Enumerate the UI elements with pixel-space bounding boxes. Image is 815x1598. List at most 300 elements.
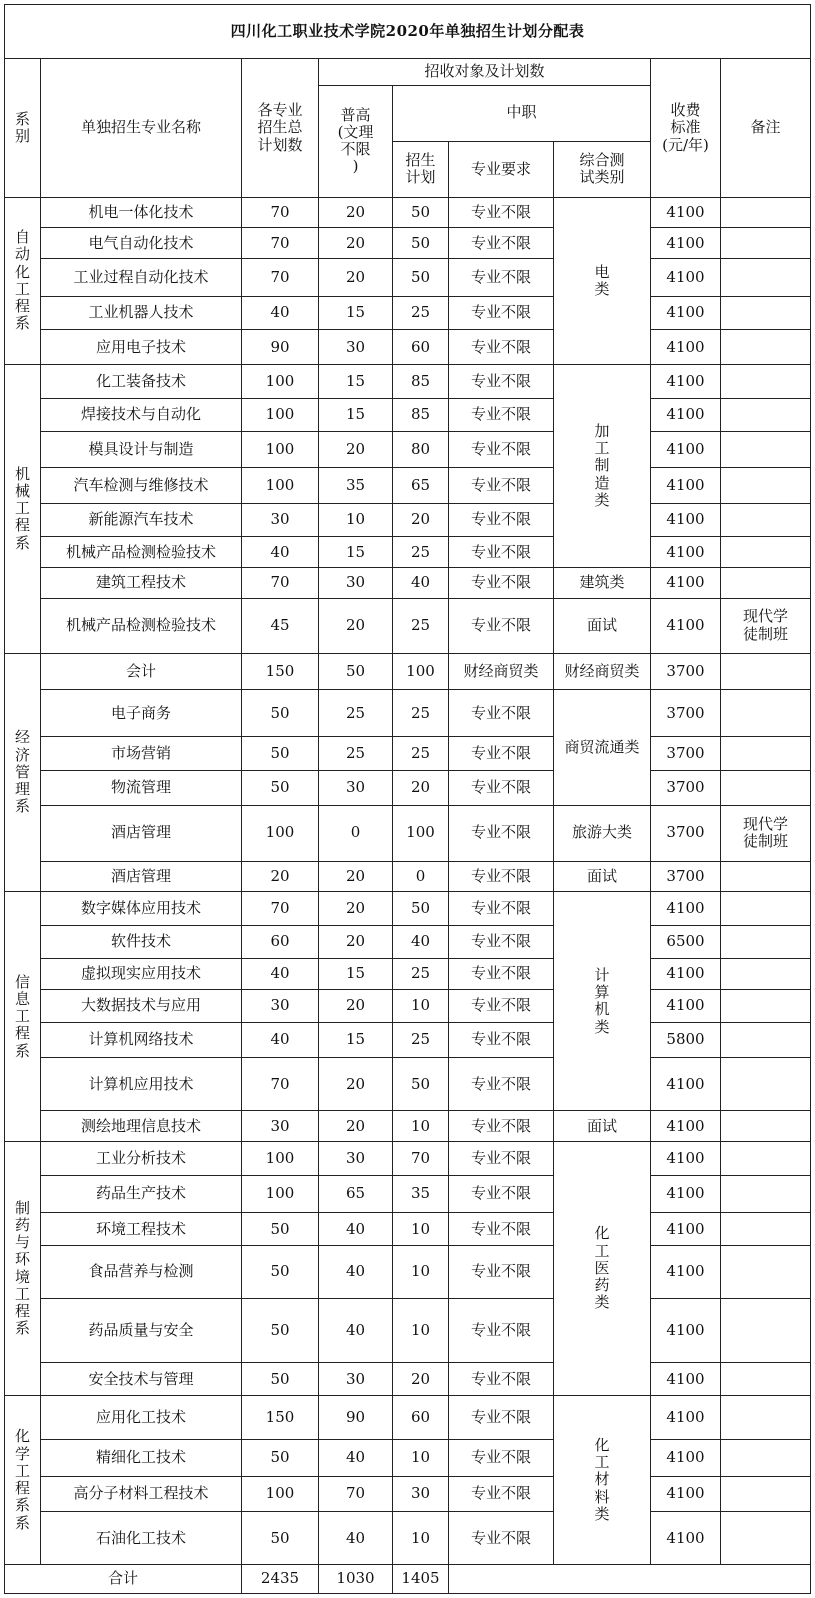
major-name-cell: 石油化工技术 <box>41 1512 242 1565</box>
header-note: 备注 <box>721 59 811 198</box>
total-plan-cell: 50 <box>242 770 319 805</box>
note-cell <box>721 1022 811 1058</box>
note-cell <box>721 1299 811 1363</box>
general-plan-cell: 70 <box>319 1476 393 1512</box>
major-requirement-cell: 专业不限 <box>449 1142 554 1176</box>
totals-total-cell: 2435 <box>242 1565 319 1594</box>
general-plan-cell: 20 <box>319 228 393 259</box>
total-plan-cell: 40 <box>242 537 319 568</box>
note-cell <box>721 1111 811 1142</box>
major-name-cell: 物流管理 <box>41 770 242 805</box>
header-general: 普高 (文理 不限 ) <box>319 85 393 197</box>
total-plan-cell: 60 <box>242 925 319 958</box>
test-category-cell: 加 工 制 造 类 <box>554 365 651 568</box>
major-requirement-cell: 专业不限 <box>449 432 554 468</box>
test-category-cell: 面试 <box>554 861 651 892</box>
fee-cell: 3700 <box>651 737 721 771</box>
total-plan-cell: 100 <box>242 432 319 468</box>
test-category-cell: 旅游大类 <box>554 805 651 861</box>
major-name-cell: 工业分析技术 <box>41 1142 242 1176</box>
general-plan-cell: 15 <box>319 958 393 990</box>
major-name-cell: 测绘地理信息技术 <box>41 1111 242 1142</box>
major-requirement-cell: 专业不限 <box>449 1476 554 1512</box>
note-cell <box>721 365 811 399</box>
major-requirement-cell: 专业不限 <box>449 503 554 537</box>
note-cell <box>721 197 811 228</box>
general-plan-cell: 20 <box>319 197 393 228</box>
total-plan-cell: 50 <box>242 1246 319 1299</box>
table-row <box>5 892 811 926</box>
major-name-cell: 工业过程自动化技术 <box>41 258 242 296</box>
totals-label: 合计 <box>5 1565 242 1594</box>
fee-cell: 4100 <box>651 1246 721 1299</box>
major-name-cell: 新能源汽车技术 <box>41 503 242 537</box>
vocational-plan-cell: 100 <box>393 653 449 690</box>
vocational-plan-cell: 10 <box>393 990 449 1023</box>
fee-cell: 4100 <box>651 1111 721 1142</box>
table-row <box>5 432 811 468</box>
major-name-cell: 汽车检测与维修技术 <box>41 468 242 504</box>
table-row <box>5 690 811 737</box>
vocational-plan-cell: 10 <box>393 1111 449 1142</box>
note-cell: 现代学 徒制班 <box>721 805 811 861</box>
dept-name-cell: 化 学 工 程 系 系 <box>5 1395 41 1564</box>
fee-cell: 4100 <box>651 1512 721 1565</box>
general-plan-cell: 20 <box>319 1111 393 1142</box>
general-plan-cell: 20 <box>319 892 393 926</box>
major-requirement-cell: 专业不限 <box>449 1246 554 1299</box>
general-plan-cell: 40 <box>319 1213 393 1246</box>
general-plan-cell: 15 <box>319 537 393 568</box>
major-name-cell: 应用电子技术 <box>41 330 242 365</box>
fee-cell: 4100 <box>651 567 721 598</box>
note-cell <box>721 1363 811 1396</box>
test-category-cell: 化 工 医 药 类 <box>554 1142 651 1396</box>
general-plan-cell: 20 <box>319 258 393 296</box>
vocational-plan-cell: 40 <box>393 567 449 598</box>
total-plan-cell: 70 <box>242 258 319 296</box>
fee-cell: 4100 <box>651 432 721 468</box>
major-requirement-cell: 专业不限 <box>449 1439 554 1476</box>
fee-cell: 4100 <box>651 1142 721 1176</box>
table-row <box>5 1299 811 1363</box>
fee-cell: 4100 <box>651 197 721 228</box>
total-plan-cell: 50 <box>242 1512 319 1565</box>
major-requirement-cell: 专业不限 <box>449 690 554 737</box>
total-plan-cell: 100 <box>242 398 319 432</box>
table-row <box>5 258 811 296</box>
table-row <box>5 861 811 892</box>
totals-empty-cell <box>449 1565 811 1594</box>
dept-name-cell: 信 息 工 程 系 <box>5 892 41 1142</box>
table-row <box>5 503 811 537</box>
vocational-plan-cell: 100 <box>393 805 449 861</box>
major-requirement-cell: 专业不限 <box>449 892 554 926</box>
fee-cell: 3700 <box>651 861 721 892</box>
fee-cell: 3700 <box>651 653 721 690</box>
fee-cell: 3700 <box>651 770 721 805</box>
totals-vocational-cell: 1405 <box>393 1565 449 1594</box>
note-cell <box>721 296 811 330</box>
total-plan-cell: 40 <box>242 1022 319 1058</box>
note-cell <box>721 925 811 958</box>
total-plan-cell: 40 <box>242 958 319 990</box>
vocational-plan-cell: 70 <box>393 1142 449 1176</box>
vocational-plan-cell: 25 <box>393 958 449 990</box>
dept-name-cell: 自 动 化 工 程 系 <box>5 197 41 364</box>
table-row <box>5 1439 811 1476</box>
general-plan-cell: 40 <box>319 1512 393 1565</box>
total-plan-cell: 100 <box>242 1476 319 1512</box>
note-cell <box>721 1476 811 1512</box>
major-name-cell: 软件技术 <box>41 925 242 958</box>
page-title: 四川化工职业技术学院2020年单独招生计划分配表 <box>5 5 811 59</box>
fee-cell: 4100 <box>651 468 721 504</box>
major-requirement-cell: 专业不限 <box>449 228 554 259</box>
header-group: 招收对象及计划数 <box>319 59 651 86</box>
major-requirement-cell: 专业不限 <box>449 330 554 365</box>
dept-name-cell: 机 械 工 程 系 <box>5 365 41 654</box>
table-row <box>5 1058 811 1111</box>
table-row <box>5 770 811 805</box>
test-category-cell: 电 类 <box>554 197 651 364</box>
header-total: 各专业 招生总 计划数 <box>242 59 319 198</box>
total-plan-cell: 30 <box>242 503 319 537</box>
general-plan-cell: 0 <box>319 805 393 861</box>
table-row <box>5 330 811 365</box>
major-requirement-cell: 专业不限 <box>449 1058 554 1111</box>
major-requirement-cell: 专业不限 <box>449 1022 554 1058</box>
header-major: 单独招生专业名称 <box>41 59 242 198</box>
note-cell <box>721 432 811 468</box>
total-plan-cell: 50 <box>242 690 319 737</box>
note-cell <box>721 737 811 771</box>
general-plan-cell: 30 <box>319 770 393 805</box>
general-plan-cell: 90 <box>319 1395 393 1439</box>
fee-cell: 4100 <box>651 503 721 537</box>
note-cell <box>721 537 811 568</box>
major-name-cell: 会计 <box>41 653 242 690</box>
total-plan-cell: 100 <box>242 1142 319 1176</box>
major-name-cell: 安全技术与管理 <box>41 1363 242 1396</box>
major-requirement-cell: 专业不限 <box>449 1299 554 1363</box>
table-row <box>5 1363 811 1396</box>
table-row <box>5 1213 811 1246</box>
vocational-plan-cell: 20 <box>393 1363 449 1396</box>
major-name-cell: 食品营养与检测 <box>41 1246 242 1299</box>
major-name-cell: 酒店管理 <box>41 805 242 861</box>
general-plan-cell: 20 <box>319 598 393 653</box>
fee-cell: 4100 <box>651 1476 721 1512</box>
fee-cell: 4100 <box>651 296 721 330</box>
table-row <box>5 398 811 432</box>
vocational-plan-cell: 0 <box>393 861 449 892</box>
vocational-plan-cell: 85 <box>393 398 449 432</box>
major-requirement-cell: 财经商贸类 <box>449 653 554 690</box>
general-plan-cell: 40 <box>319 1439 393 1476</box>
fee-cell: 4100 <box>651 1175 721 1213</box>
vocational-plan-cell: 85 <box>393 365 449 399</box>
major-name-cell: 药品生产技术 <box>41 1175 242 1213</box>
dept-name-cell: 经 济 管 理 系 <box>5 653 41 892</box>
major-name-cell: 建筑工程技术 <box>41 567 242 598</box>
note-cell <box>721 398 811 432</box>
total-plan-cell: 90 <box>242 330 319 365</box>
major-requirement-cell: 专业不限 <box>449 598 554 653</box>
major-requirement-cell: 专业不限 <box>449 1395 554 1439</box>
fee-cell: 4100 <box>651 990 721 1023</box>
total-plan-cell: 40 <box>242 296 319 330</box>
general-plan-cell: 35 <box>319 468 393 504</box>
test-category-cell: 面试 <box>554 598 651 653</box>
major-requirement-cell: 专业不限 <box>449 258 554 296</box>
fee-cell: 4100 <box>651 598 721 653</box>
table-row <box>5 958 811 990</box>
vocational-plan-cell: 25 <box>393 296 449 330</box>
major-name-cell: 电气自动化技术 <box>41 228 242 259</box>
table-row <box>5 598 811 653</box>
table-row <box>5 1395 811 1439</box>
major-requirement-cell: 专业不限 <box>449 296 554 330</box>
major-name-cell: 精细化工技术 <box>41 1439 242 1476</box>
note-cell <box>721 861 811 892</box>
vocational-plan-cell: 80 <box>393 432 449 468</box>
major-name-cell: 市场营销 <box>41 737 242 771</box>
total-plan-cell: 30 <box>242 1111 319 1142</box>
table-row <box>5 537 811 568</box>
note-cell <box>721 330 811 365</box>
general-plan-cell: 25 <box>319 690 393 737</box>
general-plan-cell: 15 <box>319 398 393 432</box>
note-cell <box>721 1246 811 1299</box>
fee-cell: 3700 <box>651 690 721 737</box>
general-plan-cell: 30 <box>319 1142 393 1176</box>
totals-row <box>5 1565 811 1594</box>
vocational-plan-cell: 50 <box>393 258 449 296</box>
fee-cell: 4100 <box>651 228 721 259</box>
major-requirement-cell: 专业不限 <box>449 1175 554 1213</box>
total-plan-cell: 50 <box>242 1299 319 1363</box>
table-row <box>5 1512 811 1565</box>
header-voc-plan: 招生 计划 <box>393 141 449 197</box>
table-row <box>5 653 811 690</box>
total-plan-cell: 20 <box>242 861 319 892</box>
fee-cell: 4100 <box>651 1299 721 1363</box>
major-name-cell: 高分子材料工程技术 <box>41 1476 242 1512</box>
vocational-plan-cell: 35 <box>393 1175 449 1213</box>
vocational-plan-cell: 10 <box>393 1512 449 1565</box>
fee-cell: 4100 <box>651 537 721 568</box>
fee-cell: 4100 <box>651 330 721 365</box>
test-category-cell: 计 算 机 类 <box>554 892 651 1111</box>
note-cell <box>721 258 811 296</box>
total-plan-cell: 70 <box>242 197 319 228</box>
major-name-cell: 虚拟现实应用技术 <box>41 958 242 990</box>
note-cell <box>721 1175 811 1213</box>
vocational-plan-cell: 25 <box>393 1022 449 1058</box>
general-plan-cell: 30 <box>319 1363 393 1396</box>
note-cell <box>721 1439 811 1476</box>
major-name-cell: 焊接技术与自动化 <box>41 398 242 432</box>
total-plan-cell: 100 <box>242 1175 319 1213</box>
general-plan-cell: 40 <box>319 1246 393 1299</box>
vocational-plan-cell: 40 <box>393 925 449 958</box>
total-plan-cell: 70 <box>242 567 319 598</box>
fee-cell: 4100 <box>651 1439 721 1476</box>
vocational-plan-cell: 65 <box>393 468 449 504</box>
vocational-plan-cell: 10 <box>393 1439 449 1476</box>
totals-general-cell: 1030 <box>319 1565 393 1594</box>
major-requirement-cell: 专业不限 <box>449 925 554 958</box>
total-plan-cell: 30 <box>242 990 319 1023</box>
major-requirement-cell: 专业不限 <box>449 537 554 568</box>
general-plan-cell: 15 <box>319 365 393 399</box>
general-plan-cell: 20 <box>319 861 393 892</box>
table-row <box>5 1111 811 1142</box>
major-name-cell: 大数据技术与应用 <box>41 990 242 1023</box>
total-plan-cell: 50 <box>242 1439 319 1476</box>
major-name-cell: 数字媒体应用技术 <box>41 892 242 926</box>
general-plan-cell: 15 <box>319 296 393 330</box>
major-requirement-cell: 专业不限 <box>449 567 554 598</box>
header-voc-req: 专业要求 <box>449 141 554 197</box>
table-row <box>5 296 811 330</box>
header-vocational: 中职 <box>393 85 651 141</box>
test-category-cell: 建筑类 <box>554 567 651 598</box>
total-plan-cell: 50 <box>242 1363 319 1396</box>
note-cell <box>721 1058 811 1111</box>
general-plan-cell: 30 <box>319 567 393 598</box>
vocational-plan-cell: 25 <box>393 737 449 771</box>
total-plan-cell: 45 <box>242 598 319 653</box>
test-category-cell: 财经商贸类 <box>554 653 651 690</box>
vocational-plan-cell: 25 <box>393 598 449 653</box>
vocational-plan-cell: 20 <box>393 503 449 537</box>
note-cell <box>721 690 811 737</box>
table-row <box>5 1022 811 1058</box>
general-plan-cell: 65 <box>319 1175 393 1213</box>
major-requirement-cell: 专业不限 <box>449 1363 554 1396</box>
major-name-cell: 应用化工技术 <box>41 1395 242 1439</box>
total-plan-cell: 100 <box>242 805 319 861</box>
major-name-cell: 模具设计与制造 <box>41 432 242 468</box>
fee-cell: 4100 <box>651 958 721 990</box>
general-plan-cell: 20 <box>319 432 393 468</box>
total-plan-cell: 50 <box>242 1213 319 1246</box>
general-plan-cell: 40 <box>319 1299 393 1363</box>
note-cell <box>721 468 811 504</box>
vocational-plan-cell: 20 <box>393 770 449 805</box>
table-row <box>5 925 811 958</box>
fee-cell: 5800 <box>651 1022 721 1058</box>
table-row <box>5 197 811 228</box>
general-plan-cell: 10 <box>319 503 393 537</box>
fee-cell: 4100 <box>651 398 721 432</box>
table-row <box>5 1246 811 1299</box>
total-plan-cell: 150 <box>242 1395 319 1439</box>
vocational-plan-cell: 10 <box>393 1246 449 1299</box>
table-body <box>5 5 811 1594</box>
table-row <box>5 990 811 1023</box>
general-plan-cell: 30 <box>319 330 393 365</box>
major-requirement-cell: 专业不限 <box>449 365 554 399</box>
header-voc-cat: 综合测 试类别 <box>554 141 651 197</box>
fee-cell: 3700 <box>651 805 721 861</box>
fee-cell: 4100 <box>651 1395 721 1439</box>
total-plan-cell: 70 <box>242 1058 319 1111</box>
note-cell <box>721 892 811 926</box>
table-row <box>5 1142 811 1176</box>
major-name-cell: 计算机网络技术 <box>41 1022 242 1058</box>
major-name-cell: 工业机器人技术 <box>41 296 242 330</box>
table-row <box>5 228 811 259</box>
vocational-plan-cell: 25 <box>393 690 449 737</box>
major-requirement-cell: 专业不限 <box>449 990 554 1023</box>
table-row <box>5 1476 811 1512</box>
note-cell <box>721 990 811 1023</box>
total-plan-cell: 150 <box>242 653 319 690</box>
test-category-cell: 商贸流通类 <box>554 690 651 805</box>
general-plan-cell: 15 <box>319 1022 393 1058</box>
table-row <box>5 468 811 504</box>
general-plan-cell: 20 <box>319 990 393 1023</box>
fee-cell: 6500 <box>651 925 721 958</box>
fee-cell: 4100 <box>651 1363 721 1396</box>
table-row <box>5 737 811 771</box>
header-dept: 系 别 <box>5 59 41 198</box>
note-cell <box>721 1142 811 1176</box>
table-row <box>5 805 811 861</box>
general-plan-cell: 20 <box>319 925 393 958</box>
vocational-plan-cell: 50 <box>393 1058 449 1111</box>
note-cell: 现代学 徒制班 <box>721 598 811 653</box>
note-cell <box>721 770 811 805</box>
major-requirement-cell: 专业不限 <box>449 1213 554 1246</box>
major-requirement-cell: 专业不限 <box>449 770 554 805</box>
major-name-cell: 计算机应用技术 <box>41 1058 242 1111</box>
table-row <box>5 1175 811 1213</box>
major-name-cell: 环境工程技术 <box>41 1213 242 1246</box>
dept-name-cell: 制 药 与 环 境 工 程 系 <box>5 1142 41 1396</box>
vocational-plan-cell: 10 <box>393 1213 449 1246</box>
note-cell <box>721 958 811 990</box>
major-name-cell: 药品质量与安全 <box>41 1299 242 1363</box>
major-requirement-cell: 专业不限 <box>449 958 554 990</box>
note-cell <box>721 1395 811 1439</box>
note-cell <box>721 653 811 690</box>
vocational-plan-cell: 60 <box>393 1395 449 1439</box>
major-requirement-cell: 专业不限 <box>449 737 554 771</box>
vocational-plan-cell: 25 <box>393 537 449 568</box>
total-plan-cell: 100 <box>242 468 319 504</box>
total-plan-cell: 70 <box>242 892 319 926</box>
major-requirement-cell: 专业不限 <box>449 861 554 892</box>
major-name-cell: 机械产品检测检验技术 <box>41 598 242 653</box>
table-row <box>5 567 811 598</box>
header-fee: 收费 标准 (元/年) <box>651 59 721 198</box>
fee-cell: 4100 <box>651 258 721 296</box>
major-requirement-cell: 专业不限 <box>449 468 554 504</box>
total-plan-cell: 100 <box>242 365 319 399</box>
major-requirement-cell: 专业不限 <box>449 805 554 861</box>
general-plan-cell: 50 <box>319 653 393 690</box>
vocational-plan-cell: 50 <box>393 228 449 259</box>
vocational-plan-cell: 50 <box>393 197 449 228</box>
fee-cell: 4100 <box>651 1058 721 1111</box>
major-name-cell: 电子商务 <box>41 690 242 737</box>
vocational-plan-cell: 10 <box>393 1299 449 1363</box>
note-cell <box>721 1512 811 1565</box>
